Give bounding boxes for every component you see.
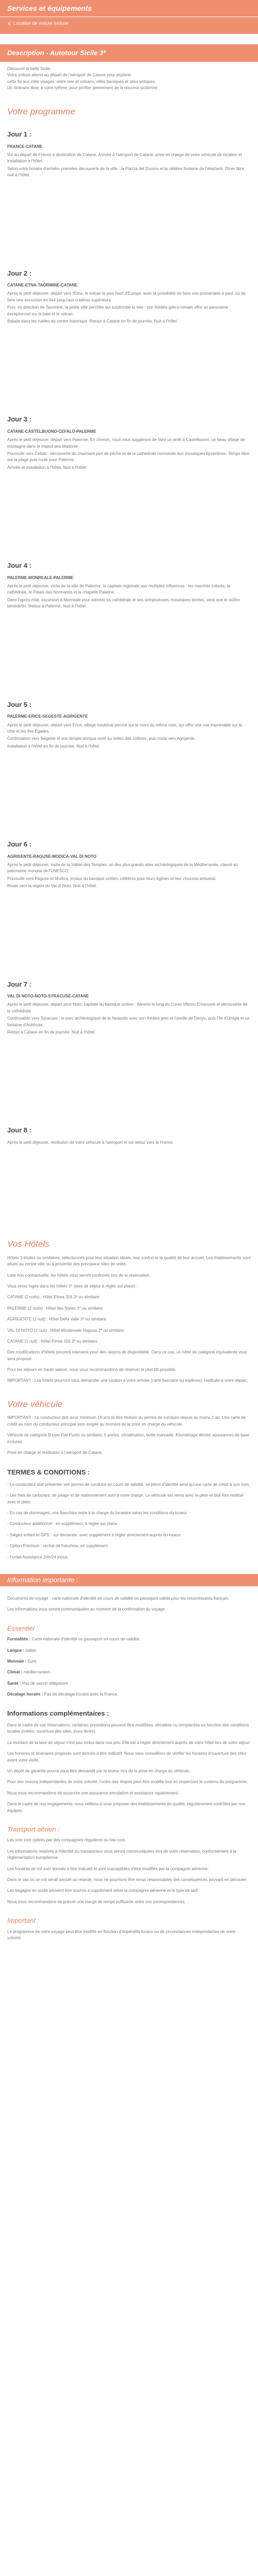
transport-paragraph: Les informations relatives à l'identité du transporteur vous seront communiquées lors de votre réservation, conformément à la réglementation européenne.: [7, 1849, 236, 1860]
hotels-block: [7, 1255, 251, 1384]
essential-item: [7, 1636, 251, 1642]
info-content: [0, 1591, 258, 1942]
vehicle-paragraph: Prise en charge et restitution à l'aéroport de Catane.: [7, 1450, 103, 1455]
day-paragraph: Retour à Catane en fin de journée. Nuit à l'hôtel.: [7, 1030, 95, 1035]
general-list: [7, 1722, 251, 1814]
essential-label: Climat :: [7, 1670, 23, 1675]
day-title: Jour 4 :: [7, 562, 31, 570]
term-item: - Sièges enfant et GPS : sur demande, avec supplément à régler directement auprès du loueur.: [7, 1532, 182, 1537]
day-paragraph: Continuation vers Ségeste et son temple dorique isolé au milieu des collines, puis route vers Agrigente.: [7, 736, 196, 741]
important-title: Important :: [7, 1917, 40, 1925]
intro-line: Un itinéraire libre, à votre rythme, pour profiter pleinement de la douceur sicilienne.: [7, 86, 159, 91]
day-title: Jour 6 :: [7, 840, 31, 849]
essential-label: Formalités :: [7, 1637, 31, 1642]
general-title: Informations complémentaires :: [7, 1709, 109, 1717]
essential-label: Monnaie :: [7, 1659, 27, 1664]
day-heading: CATANE-ETNA-TAORMINE-CATANE: [7, 283, 78, 288]
day-body: [7, 575, 251, 610]
day-paragraph: Après le petit déjeuner, départ vers l'Etna, le volcan le plus haut d'Europe, avec la possibilité de faire une promenade à pied, ou de faire une excursion en 4x4 jusqu'aux cratères supérieurs.: [7, 291, 246, 302]
intro-line: cette île aux mille visages, entre mer et volcans, villes baroques et sites antiques.: [7, 79, 156, 84]
essentials-list: [7, 1636, 251, 1698]
essential-value: Pas de décalage horaire avec la France.: [44, 1692, 119, 1697]
day-title: Jour 5 :: [7, 700, 31, 708]
term-item: - Forfait Assistance 24h/24 inclus.: [7, 1554, 69, 1560]
info-header: [0, 1574, 258, 1586]
terms-block: [7, 1482, 251, 1561]
intro: [7, 66, 251, 92]
essential-label: Décalage horaire :: [7, 1692, 43, 1697]
days-list: [7, 129, 251, 1224]
day-body: [7, 854, 251, 890]
day-paragraph: Puis, en direction de Taormine, la petite ville perchée qui surplombe la mer : son théâtre gréco-romain offre un panorama exceptionnel sur la baie et le volcan.: [7, 305, 228, 316]
hotel-paragraph: PALERME (2 nuits) : Hôtel Ibis Styles 3* ou similaire: [7, 1306, 103, 1311]
general-paragraph: Pour des raisons indépendantes de notre volonté, l'ordre des étapes peut être modifié tout en respectant le contenu du programme.: [7, 1780, 248, 1785]
term-item: - En cas de dommages, une franchise reste à la charge du locataire selon les conditions du loueur.: [7, 1511, 188, 1515]
day-body: [7, 1140, 251, 1146]
transport-paragraph: Les bagages en soute peuvent être soumis à supplément selon la compagnie aérienne et le type de tarif.: [7, 1888, 199, 1893]
essential-item: [7, 1658, 251, 1665]
general-paragraph: Nous vous recommandons de souscrire une assurance annulation et assistance rapatriement.: [7, 1790, 180, 1795]
essential-value: Pas de vaccin obligatoire.: [22, 1681, 70, 1686]
essential-value: Euro: [27, 1659, 37, 1664]
day-title: Jour 2 :: [7, 269, 31, 277]
intro-line: Votre voiture attend au départ de l'aéroport de Catane pour explorer: [7, 73, 132, 78]
info-title: Information importante :: [7, 1575, 78, 1584]
day-paragraph: Vol au départ de France à destination de Catane. Arrivée à l'aéroport de Catane, prise en charge de votre véhicule de location et installation à l'hôtel.: [7, 152, 242, 164]
term-item: - Option Premium : rachat de franchise, en supplément.: [7, 1544, 109, 1549]
day-paragraph: Continuation vers Syracuse : le parc archéologique de la Neapolis avec son théâtre grec et l'oreille de Denys, puis l'île d'Ortigia et sa fontaine d'Aréthuse.: [7, 1016, 250, 1027]
essential-label: Langue :: [7, 1648, 25, 1653]
general-paragraph: Dans le cadre de nos engagements, nous veillons à vous proposer des établissements de qualité, régulièrement contrôlés par nos équipes.: [7, 1802, 246, 1813]
hotels-title: Vos Hôtels: [7, 1239, 50, 1249]
day-paragraph: Arrivée et installation à l'hôtel. Nuit à l'hôtel.: [7, 465, 87, 470]
general-paragraph: Dans le cadre de vos réservations, certaines prestations peuvent être modifiées, décalées ou remplacées en fonction des conditions locales (météo, ouverture des sites, jours fériés).: [7, 1723, 249, 1734]
hotel-paragraph: Hôtels 3 étoiles ou similaires, sélectionnés pour leur situation idéale, leur confort et la qualité de leur accueil. Les établissements sont situés au centre-ville ou à proximité des principaux sites de visite.: [7, 1255, 251, 1267]
day-body: [7, 144, 251, 179]
day-spacer: [7, 1147, 251, 1224]
general-paragraph: Les horaires et itinéraires proposés sont donnés à titre indicatif. Nous vous conseillons de vérifier les horaires d'ouverture des sites avant votre visite.: [7, 1751, 247, 1762]
hotel-paragraph: CATANE (2 nuits) : Hôtel Etnea 316 3* ou similaire: [7, 1295, 100, 1300]
day-paragraph: Installation à l'hôtel en fin de journée. Nuit à l'hôtel.: [7, 743, 101, 749]
back-label: Location de voiture incluse: [13, 21, 69, 26]
transport-title: Transport aérien :: [7, 1825, 60, 1833]
hotel-paragraph: Des modifications d'hôtels peuvent intervenir pour des raisons de disponibilité. Dans ce cas, un hôtel de catégorie équivalente vous sera proposé.: [7, 1350, 247, 1361]
essentials-title: Essentiel :: [7, 1624, 38, 1632]
services-header: [0, 0, 258, 16]
day-paragraph: Poursuite vers Raguse et Modica, joyaux du baroque sicilien, célèbres pour leurs églises et leur chocolat artisanal.: [7, 876, 217, 881]
hotel-paragraph: Vous serez logés dans les hôtels 3* (taxe de séjour à régler sur place) :: [7, 1283, 138, 1289]
transport-paragraph: Nous vous recommandons de prévoir une marge de temps suffisante entre vos correspondances.: [7, 1899, 186, 1904]
day-paragraph: Après le petit déjeuner, visite de la ville de Palerme, la capitale régionale aux multiples influences : les marchés colorés, la cathédrale, le Palais des Normands et la chapelle Palatine.: [7, 584, 231, 595]
back-link[interactable]: [7, 20, 251, 27]
hotel-paragraph: Liste non contractuelle, les hôtels vous seront confirmés lors de la réservation.: [7, 1273, 151, 1278]
transport-paragraph: Les vols sont opérés par des compagnies régulières ou low-cost.: [7, 1838, 126, 1843]
day-spacer: [7, 1037, 251, 1114]
day-spacer: [7, 611, 251, 688]
day-body: [7, 429, 251, 471]
essential-value: Carte nationale d'identité ou passeport en cours de validité.: [31, 1637, 140, 1642]
day-paragraph: Balade dans les ruelles du centre historique. Retour à Catane en fin de journée. Nuit à l'hôtel.: [7, 318, 178, 324]
general-paragraph: Le montant de la taxe de séjour n'est pas inclus dans nos prix. Elle est à régler directement auprès de votre hôtel lors de votre séjour.: [7, 1740, 251, 1745]
vehicle-paragraph: Véhicule de catégorie B type Fiat Punto ou similaire, 5 portes, climatisation, boîte manuelle. Kilométrage illimité, assurances de base incluses.: [7, 1433, 250, 1444]
hotel-paragraph: VAL DI NOTO (1 nuit) : Hôtel Montereale Ragusa 3* ou similaire: [7, 1328, 124, 1333]
day-spacer: [7, 751, 251, 828]
day-spacer: [7, 891, 251, 968]
description-title: Description - Autotour Sicile 3*: [7, 49, 106, 57]
hotel-paragraph: CATANE (1 nuit) : Hôtel Etnea 316 3* ou similaire: [7, 1338, 98, 1344]
hotel-paragraph: IMPORTANT : Les hôtels pourront vous demander une caution à votre arrivée (carte bancaire ou espèces), restituée à votre départ.: [7, 1378, 248, 1383]
vehicle-title: Votre véhicule: [7, 1399, 63, 1409]
day-paragraph: Après le petit déjeuner, départ vers Palerme. En chemin, nous vous suggérons de faire un arrêt à Castelbuono, un beau village de montagne dans le massif des Madonie.: [7, 437, 245, 449]
essential-item: [7, 1681, 251, 1687]
day-spacer: [7, 472, 251, 549]
general-paragraph: Un dépôt de garantie pourra vous être demandé par le loueur lors de la prise en charge du véhicule.: [7, 1769, 190, 1774]
day-title: Jour 7 :: [7, 980, 31, 988]
day-heading: CATANE-CASTELBUONO-CEFALÙ-PALERME: [7, 429, 96, 434]
day-body: [7, 714, 251, 750]
day-paragraph: Dans l'après-midi, excursion à Monreale pour admirer sa cathédrale et ses somptueuses mosaïques dorées, ainsi que le cloître bénédictin. Retour à Palerme. Nuit à l'hôtel.: [7, 597, 240, 609]
term-item: - Conducteur additionnel : en supplément, à régler sur place.: [7, 1521, 118, 1527]
transport-list: [7, 1837, 251, 1905]
day-title: Jour 3 :: [7, 415, 31, 423]
day-paragraph: Route vers la région du Val di Noto. Nuit à l'hôtel.: [7, 884, 97, 889]
description-header: [0, 44, 258, 62]
day-body: [7, 282, 251, 325]
important-block: [7, 1929, 251, 1942]
services-title: Services et équipements: [7, 4, 92, 12]
info-intro: [7, 1596, 251, 1613]
back-bar: [0, 16, 258, 34]
day-paragraph: Poursuite vers Cefalù : découverte du charmant port de pêche et de la cathédrale normande aux mosaïques byzantines. Temps libre sur la plage puis route pour Palerme.: [7, 451, 250, 463]
chevron-left-icon: [7, 22, 11, 26]
day-heading: PALERME-ERICE-SEGESTE-AGRIGENTE: [7, 714, 88, 719]
day-title: Jour 1 :: [7, 130, 31, 139]
day-paragraph: Après le petit déjeuner, départ pour Noto, capitale du baroque sicilien : flânerie le long du Corso Vittorio Emanuele et découverte de la cathédrale.: [7, 1002, 248, 1013]
essential-label: Santé :: [7, 1681, 21, 1686]
essential-item: [7, 1669, 251, 1675]
essential-item: [7, 1648, 251, 1654]
day-paragraph: Selon votre horaire d'arrivée, première découverte de la ville : la Piazza del Duomo et la célèbre fontaine de l'éléphant. Dîner libre, nuit à l'hôtel.: [7, 166, 246, 178]
day-paragraph: Après le petit déjeuner, restitution de votre véhicule à l'aéroport et vol retour vers la France.: [7, 1140, 174, 1145]
terms-title: TERMES & CONDITIONS :: [7, 1468, 90, 1477]
transport-paragraph: Dans le cas où un vol serait annulé ou retardé, nous ne pourrions être tenus responsables des conséquences pouvant en découler.: [7, 1877, 247, 1883]
transport-paragraph: Les horaires de vol sont donnés à titre indicatif et sont susceptibles d'être modifiés par la compagnie aérienne.: [7, 1866, 209, 1871]
day-spacer: [7, 180, 251, 257]
essential-value: méditerranéen: [23, 1670, 51, 1675]
hotel-paragraph: AGRIGENTE (1 nuit) : Hôtel Della Valle 3* ou similaire: [7, 1317, 106, 1322]
day-heading: VAL DI NOTO-NOTO-SYRACUSE-CATANE: [7, 994, 89, 999]
programme-title: Votre programme: [7, 106, 75, 116]
day-heading: AGRIGENTE-RAGUSE-MODICA-VAL DI NOTO: [7, 854, 96, 859]
day-spacer: [7, 326, 251, 403]
intro-line: Découvrir la belle Sicile.: [7, 66, 52, 71]
day-title: Jour 8 :: [7, 1126, 31, 1134]
hotel-paragraph: Pour les séjours en haute saison, nous vous recommandons de réserver le plus tôt possible.: [7, 1367, 176, 1372]
info-paragraph: Les informations vous seront communiquées au moment de la confirmation du voyage.: [7, 1607, 166, 1612]
vehicle-block: [7, 1415, 251, 1456]
day-paragraph: Après le petit déjeuner, visite de la Vallée des Temples, un des plus grands sites archéologiques de la Méditerranée, classé au patrimoine mondial de l'UNESCO.: [7, 862, 238, 874]
day-heading: PALERME-MONREALE-PALERME: [7, 575, 74, 580]
info-paragraph: Documents de voyage : carte nationale d'identité en cours de validité ou passeport valide pour les ressortissants français.: [7, 1596, 230, 1601]
day-body: [7, 993, 251, 1036]
vehicle-paragraph: IMPORTANT : Le conducteur doit avoir minimum 19 ans et être titulaire du permis de conduire depuis au moins 1 an. Une carte de crédit au nom du conducteur principal sera exigée au moment de la prise en charge du véhicule.: [7, 1415, 246, 1427]
essential-item: [7, 1691, 251, 1698]
term-item: - Le conducteur doit présenter son permis de conduire en cours de validité, sa pièce d'identité ainsi qu'une carte de crédit à son nom.: [7, 1482, 250, 1487]
term-item: - Les frais de carburant, de péage et de stationnement sont à votre charge. Le véhicule est remis avec le plein et doit être restitué avec le plein.: [7, 1493, 244, 1504]
important-text: Le programme de votre voyage peut être modifié en fonction d'impératifs locaux ou de circonstances indépendantes de notre volonté.: [7, 1929, 236, 1941]
day-paragraph: Après le petit déjeuner, départ vers Erice, village médiéval perché sur le mont du même nom, qui offre une vue imprenable sur la côte et les îles Égades.: [7, 722, 243, 734]
day-heading: FRANCE-CATANE: [7, 144, 43, 149]
main-content: [0, 62, 258, 1561]
essential-value: italien: [25, 1648, 37, 1653]
